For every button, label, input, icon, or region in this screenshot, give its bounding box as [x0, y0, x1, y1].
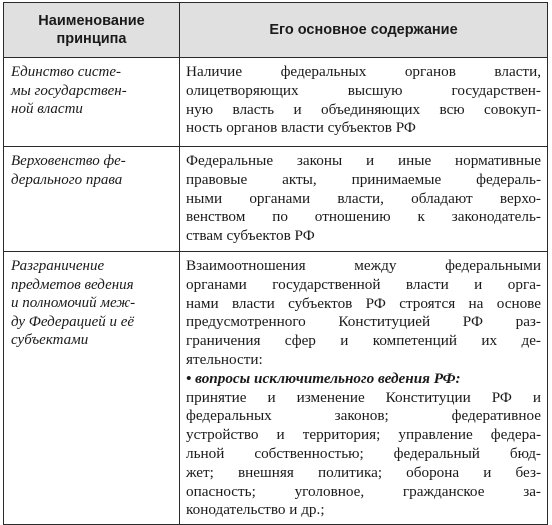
principle-name-cell: [4, 58, 180, 147]
content-line: нами власти субъектов РФ строятся на основе: [186, 294, 541, 312]
header-principle-name: [4, 3, 180, 58]
bullet-line: конодательство и др.;: [186, 501, 325, 519]
principle-name-cell: [4, 252, 180, 525]
header-col1-line: Наименование: [38, 13, 145, 29]
principles-table: [3, 2, 548, 525]
name-line: Верховенство фе-: [11, 153, 126, 169]
bullet-line: устройство и территория; управление федера-: [186, 426, 541, 444]
header-col1-line: принципа: [56, 31, 127, 47]
name-line: Единство систе-: [11, 64, 122, 80]
name-line: предметов ведения: [11, 276, 134, 293]
table-row: [4, 252, 548, 525]
table-header-row: [4, 3, 548, 58]
content-line: ятельности:: [186, 350, 263, 368]
name-line: ной власти: [11, 101, 83, 117]
content-line: Наличие федеральных органов власти,: [186, 63, 541, 80]
bullet-line: опасность; уголовное, гражданское за-: [186, 482, 541, 500]
bullet-line: жет; внешняя политика; оборона и без-: [186, 463, 541, 481]
content-line: ными органами власти, обладают верхо-: [186, 189, 541, 207]
content-line: органами государственной власти и орга-: [186, 275, 541, 293]
content-line: венством по отношению к законодатель-: [186, 208, 541, 226]
content-line: олицетворяющих высшую государствен-: [186, 81, 541, 99]
table-row: [4, 147, 548, 252]
content-line: Взаимоотношения между федеральными: [186, 257, 541, 274]
table-row: [4, 58, 548, 147]
bullet-line: льной собственностью; федеральный бюд-: [186, 444, 541, 462]
name-line: и полномочий меж-: [11, 295, 136, 311]
content-line: ную власть и объединяющих всю совокуп-: [186, 100, 541, 118]
principle-name-cell: [4, 147, 180, 252]
name-line: ду Федерацией и её: [11, 313, 135, 330]
name-line: дерального права: [11, 171, 123, 188]
bullet-heading: • вопросы исключительного ведения РФ:: [186, 369, 461, 387]
bullet-line: принятие и изменение Конституции РФ и: [186, 388, 541, 406]
header-principle-content: Его основное содержание: [180, 3, 548, 58]
principle-content-cell: [180, 252, 548, 525]
content-line: правовые акты, принимаемые федераль-: [186, 170, 541, 188]
bullet-line: федеральных законов; федеративное: [186, 407, 541, 425]
content-line: граничения сфер и компетенций их де-: [186, 332, 541, 350]
content-line: ствам субъектов РФ: [186, 227, 315, 245]
content-line: Федеральные законы и иные нормативные: [186, 152, 541, 169]
name-line: мы государствен-: [11, 82, 127, 99]
content-line: предусмотренного Конституцией РФ раз-: [186, 313, 541, 331]
principle-content-cell: [180, 58, 548, 147]
name-line: Разграничение: [11, 258, 105, 274]
principle-content-cell: [180, 147, 548, 252]
name-line: субъектами: [11, 332, 89, 348]
content-line: ность органов власти субъектов РФ: [186, 119, 416, 137]
